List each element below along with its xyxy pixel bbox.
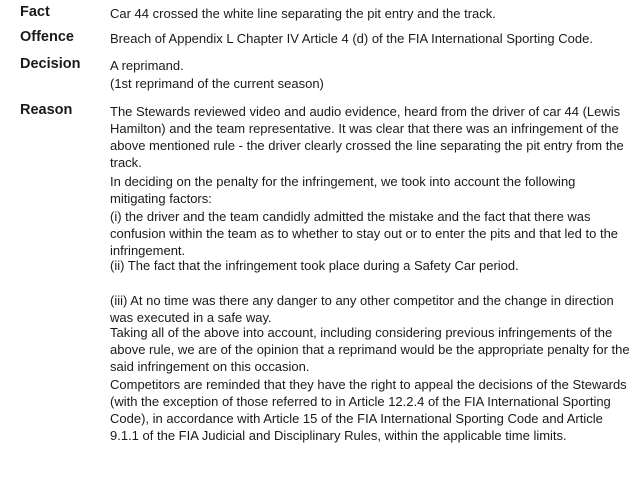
reason-paragraph-6: Taking all of the above into account, including considering previous infringements of the above rule, we are of the opinion that a reprimand would be the appropriate penalty for the said infringement on this occasion. [110,325,630,374]
reason-paragraph-3: (i) the driver and the team candidly admitted the mistake and the fact that there was confusion within the team as to whether to stay out or to enter the pits and that led to the infringement. [110,209,619,258]
offence-text: Breach of Appendix L Chapter IV Article 4 (d) of the FIA International Sporting Code. [110,31,593,46]
fact-text: Car 44 crossed the white line separating the pit entry and the track. [110,6,496,21]
offence-label: Offence [20,29,74,45]
reason-paragraph-4: (ii) The fact that the infringement took place during a Safety Car period. [110,258,519,273]
fact-label: Fact [20,4,50,20]
reason-paragraph-7: Competitors are reminded that they have the right to appeal the decisions of the Stewards (with the exception of those referred to in Article 12.2.4 of the FIA International Sporting Code), in accordance with Article 15 of the FIA International Sporting Code and Article 9.1.1 of the FIA Judicial and Disciplinary Rules, within the applicable time limits. [110,377,627,443]
reason-label: Reason [20,102,73,118]
decision-line-2: (1st reprimand of the current season) [110,76,324,91]
reason-paragraph-1: The Stewards reviewed video and audio evidence, heard from the driver of car 44 (Lewis Hamilton) and the team representative. It was clear that there was an infringement of the above mentioned rule - the driver clearly crossed the line separating the pit entry from the track. [110,104,624,170]
reason-paragraph-5: (iii) At no time was there any danger to any other competitor and the change in direction was executed in a safe way. [110,293,614,325]
decision-label: Decision [20,56,81,72]
decision-line-1: A reprimand. [110,58,184,73]
reason-paragraph-2: In deciding on the penalty for the infringement, we took into account the following mitigating factors: [110,174,576,206]
